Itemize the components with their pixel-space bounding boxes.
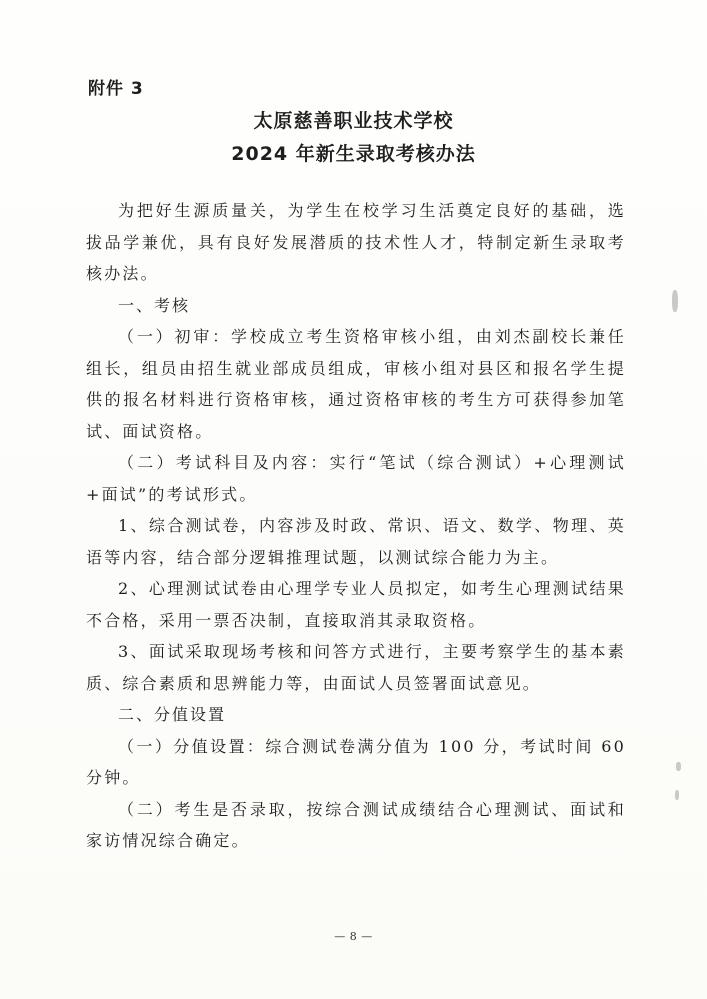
attachment-label: 附件 3 [88, 79, 144, 99]
section-heading-assessment: 一、考核 [118, 295, 191, 315]
scan-speck [676, 762, 681, 771]
section-heading-scoring: 二、分值设置 [118, 705, 227, 724]
paragraph-initial-review: （一）初审：学校成立考生资格审核小组，由刘杰副校长兼任组长，组员由招生就业部成员组成，审核小组对县区和报名学生提供的报名材料进行资格审核，通过资格审核的考生方可获得参加笔试、面试资格。 [86, 327, 626, 441]
scan-speck [675, 790, 679, 800]
document-subtitle: 2024 年新生录取考核办法 [231, 143, 476, 165]
document-title: 太原慈善职业技术学校 [253, 110, 454, 132]
document-body [86, 195, 626, 857]
paragraph-score-setting: （一）分值设置：综合测试卷满分值为 100 分，考试时间 60 分钟。 [86, 736, 626, 787]
paragraph-exam-subjects: （二）考试科目及内容：实行“笔试（综合测试）+心理测试+面试”的考试形式。 [86, 453, 626, 504]
scan-speck [672, 290, 678, 312]
paragraph-psychological-test: 2、心理测试试卷由心理学专业人员拟定，如考生心理测试结果不合格，采用一票否决制，直接取消其录取资格。 [86, 579, 626, 630]
intro-paragraph: 为把好生源质量关，为学生在校学习生活奠定良好的基础，选拔品学兼优，具有良好发展潜质的技术性人才，特制定新生录取考核办法。 [86, 201, 626, 283]
paragraph-comprehensive-test: 1、综合测试卷，内容涉及时政、常识、语文、数学、物理、英语等内容，结合部分逻辑推理试题，以测试综合能力为主。 [86, 516, 626, 567]
page-number: — 8 — [334, 930, 373, 943]
paragraph-interview: 3、面试采取现场考核和问答方式进行，主要考察学生的基本素质、综合素质和思辨能力等，由面试人员签署面试意见。 [86, 642, 626, 693]
paragraph-admission-decision: （二）考生是否录取，按综合测试成绩结合心理测试、面试和家访情况综合确定。 [86, 799, 626, 850]
